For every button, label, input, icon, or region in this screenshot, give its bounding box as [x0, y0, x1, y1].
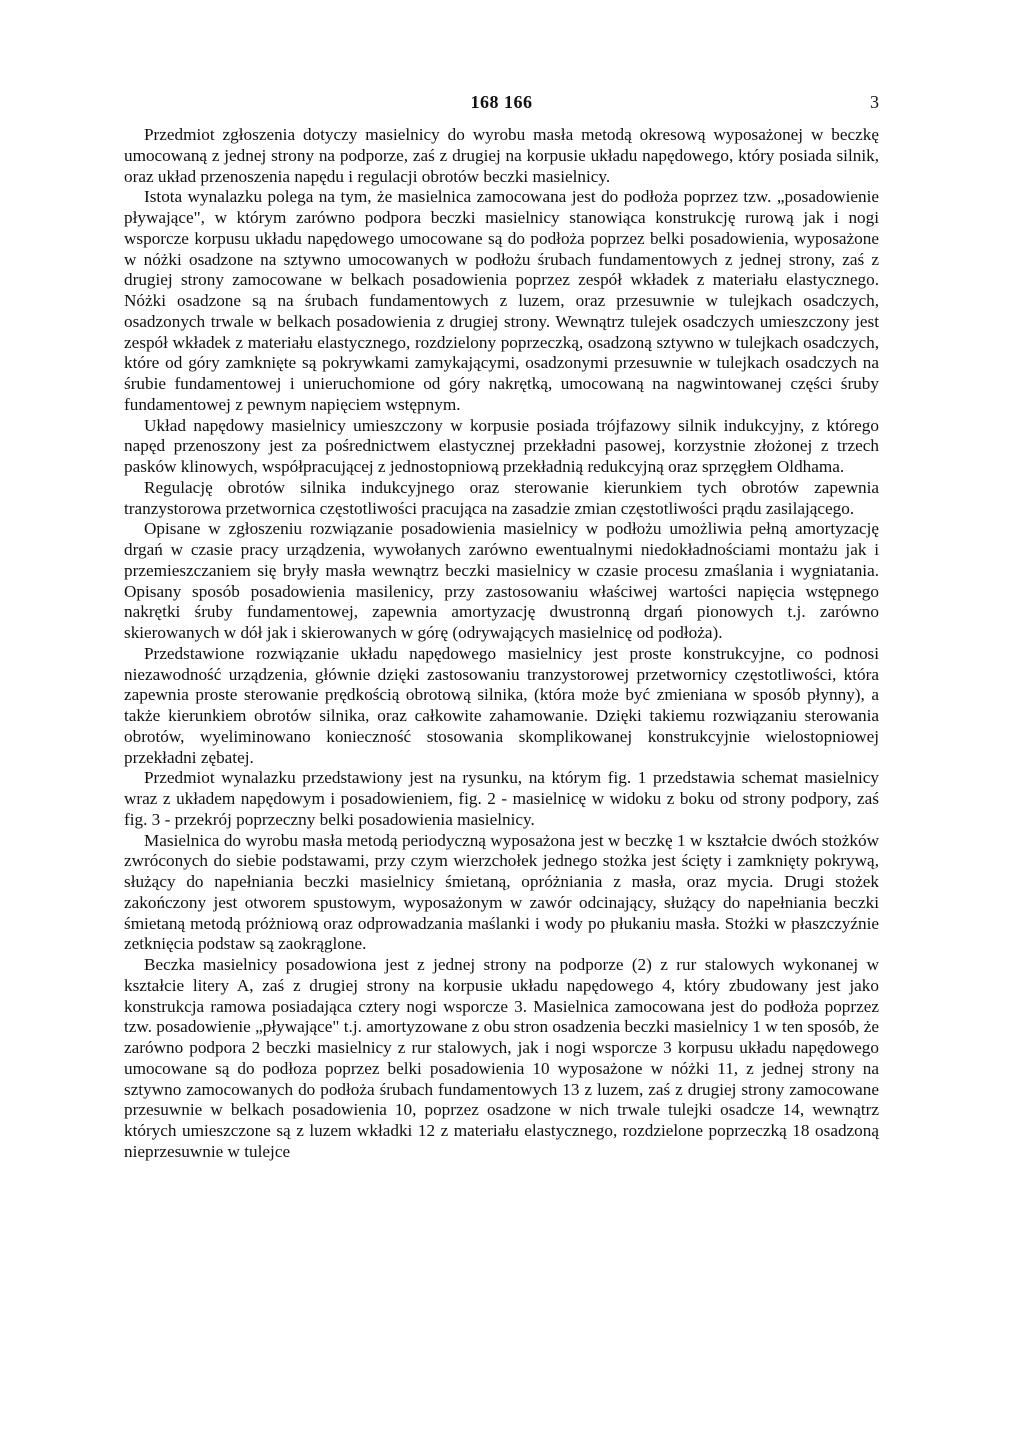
page-header — [124, 92, 879, 118]
page-number: 3 — [870, 92, 879, 112]
paragraph: Regulację obrotów silnika indukcyjnego oraz sterowanie kierunkiem tych obrotów zapewnia tranzystorowa przetwornica częstotliwości pracująca na zasadzie zmian częstotliwości prądu zasilającego. — [124, 477, 879, 518]
paragraph: Istota wynalazku polega na tym, że masielnica zamocowana jest do podłoża poprzez tzw. „posadowienie pływające", w którym zarówno podpora beczki masielnicy stanowiąca konstrukcję rurową jak i nogi wsporcze korpusu układu napędowego umocowane są do podłoża poprzez belki posadowienia, wyposażone w nóżki osadzone na sztywno umocowanych w podłożu śrubach fundamentowych z jednej strony, zaś z drugiej strony zamocowane w belkach posadowienia poprzez zespół wkładek z materiału elastycznego. Nóżki osadzone są na śrubach fundamentowych z luzem, oraz przesuwnie w tulejkach osadczych, osadzonych trwale w belkach posadowienia z drugiej strony. Wewnątrz tulejek osadczych umieszczony jest zespół wkładek z materiału elastycznego, rozdzielony poprzeczką, osadzoną sztywno w tulejkach osadczych, które od góry zamknięte są pokrywkami zamykającymi, osadzonymi przesuwnie w tulejkach osadczych na śrubie fundamentowej i unieruchomione od góry nakrętką, umocowaną na nagwintowanej części śruby fundamentowej z pewnym napięciem wstępnym. — [124, 187, 879, 414]
paragraph: Układ napędowy masielnicy umieszczony w korpusie posiada trójfazowy silnik indukcyjny, z którego napęd przenoszony jest za pośrednictwem elastycznej przekładni pasowej, korzystnie złożonej z trzech pasków klinowych, współpracującej z jednostopniową przekładnią redukcyjną oraz sprzęgłem Oldhama. — [124, 415, 879, 476]
paragraph: Przedmiot wynalazku przedstawiony jest na rysunku, na którym fig. 1 przedstawia schemat masielnicy wraz z układem napędowym i posadowieniem, fig. 2 - masielnicę w widoku z boku od strony podpory, zaś fig. 3 - przekrój poprzeczny belki posadowienia masielnicy. — [124, 768, 879, 829]
paragraph: Opisane w zgłoszeniu rozwiązanie posadowienia masielnicy w podłożu umożliwia pełną amortyzację drgań w czasie pracy urządzenia, wywołanych zarówno ewentualnymi niedokładnościami montażu jak i przemieszczaniem się bryły masła wewnątrz beczki masielnicy w czasie procesu zmaślania i wygniatania. Opisany sposób posadowienia masilenicy, przy zastosowaniu właściwej wartości napięcia wstępnego nakrętki śruby fundamentowej, zapewnia amortyzację dwustronną drgań pionowych t.j. zarówno skierowanych w dół jak i skierowanych w górę (odrywających masielnicę od podłoża). — [124, 519, 879, 642]
paragraph: Przedstawione rozwiązanie układu napędowego masielnicy jest proste konstrukcyjne, co podnosi niezawodność urządzenia, głównie dzięki zastosowaniu tranzystorowej przetwornicy częstotliwości, która zapewnia proste sterowanie prędkością obrotową silnika, (która może być zmieniana w sposób płynny), a także kierunkiem obrotów silnika, oraz całkowite zahamowanie. Dzięki takiemu rozwiązaniu sterowania obrotów, wyeliminowano konieczność stosowania skomplikowanej konstrukcyjnie wielostopniowej przekładni zębatej. — [124, 643, 879, 767]
paragraph: Przedmiot zgłoszenia dotyczy masielnicy do wyrobu masła metodą okresową wyposażonej w beczkę umocowaną z jednej strony na podporze, zaś z drugiej na korpusie układu napędowego, który posiada silnik, oraz układ przenoszenia napędu i regulacji obrotów beczki masielnicy. — [124, 125, 879, 186]
paragraph: Masielnica do wyrobu masła metodą periodyczną wyposażona jest w beczkę 1 w kształcie dwóch stożków zwróconych do siebie podstawami, przy czym wierzchołek jednego stożka jest ścięty i zamknięty pokrywą, służący do napełniania beczki masielnicy śmietaną, opróżniania z masła, oraz mycia. Drugi stożek zakończony jest otworem spustowym, wyposażonym w zawór odcinający, służący do napełniania beczki śmietaną metodą próżniową oraz odprowadzania maślanki i wody po płukaniu masła. Stożki w płaszczyźnie zetknięcia podstaw są zaokrąglone. — [124, 830, 879, 954]
body-text — [124, 125, 879, 1163]
paragraph: Beczka masielnicy posadowiona jest z jednej strony na podporze (2) z rur stalowych wykonanej w kształcie litery A, zaś z drugiej strony na korpusie układu napędowego 4, który zbudowany jest jako konstrukcja ramowa posiadająca cztery nogi wsporcze 3. Masielnica zamocowana jest do podłoża poprzez tzw. posadowienie „pływające" t.j. amortyzowane z obu stron osadzenia beczki masielnicy 1 w ten sposób, że zarówno podpora 2 beczki masielnicy z rur stalowych, jak i nogi wsporcze 3 korpusu układu napędowego umocowane są do podłoza poprzez belki posadowienia 10 wyposażone w nóżki 11, z jednej strony na sztywno zamocowanych do podłoża śrubach fundamentowych 13 z luzem, zaś z drugiej strony zamocowane przesuwnie w belkach posadowienia 10, poprzez osadzone w nich trwale tulejki osadcze 14, wewnątrz których umieszczone są z luzem wkładki 12 z materiału elastycznego, rozdzielone poprzeczką 18 osadzoną nieprzesuwnie w tulejce — [124, 955, 879, 1161]
patent-number: 168 166 — [470, 92, 533, 112]
